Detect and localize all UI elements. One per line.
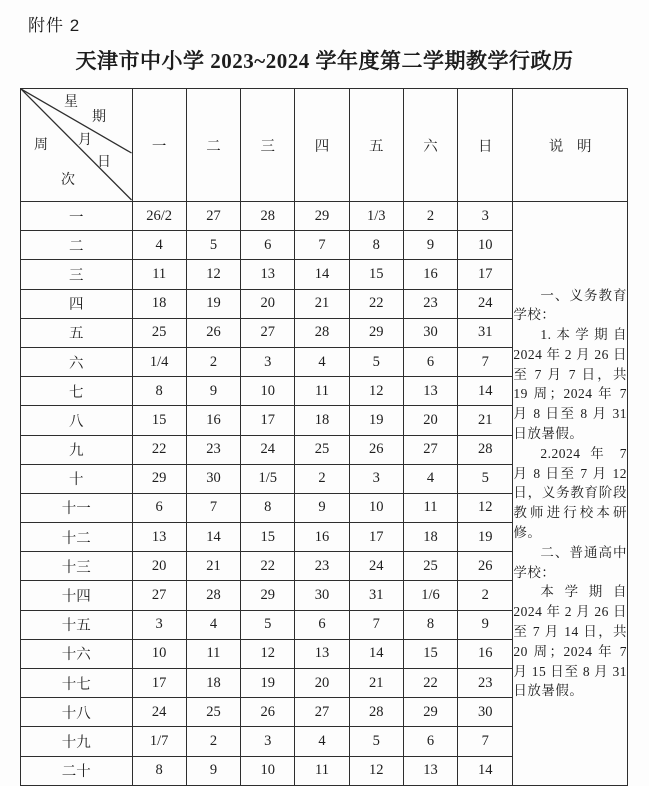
day-cell: 4 — [295, 727, 349, 756]
day-cell: 5 — [458, 464, 513, 493]
day-header-tue: 二 — [186, 89, 240, 202]
week-number-cell: 十二 — [21, 523, 133, 552]
day-cell: 19 — [458, 523, 513, 552]
note-paragraph: 二、普通高中学校： — [513, 544, 627, 580]
calendar-body — [21, 202, 628, 786]
day-cell: 30 — [295, 581, 349, 610]
day-cell: 25 — [295, 435, 349, 464]
day-cell: 9 — [295, 493, 349, 522]
day-cell: 22 — [241, 552, 295, 581]
corner-cell — [21, 89, 133, 202]
day-cell: 5 — [349, 347, 403, 376]
day-cell: 24 — [241, 435, 295, 464]
day-cell: 15 — [132, 406, 186, 435]
day-cell: 1/7 — [132, 727, 186, 756]
day-cell: 20 — [403, 406, 457, 435]
day-cell: 11 — [295, 377, 349, 406]
day-header-mon: 一 — [132, 89, 186, 202]
day-cell: 5 — [241, 610, 295, 639]
day-cell: 27 — [295, 698, 349, 727]
day-cell: 6 — [241, 231, 295, 260]
day-cell: 21 — [349, 669, 403, 698]
day-cell: 8 — [132, 377, 186, 406]
day-cell: 7 — [295, 231, 349, 260]
day-cell: 21 — [186, 552, 240, 581]
note-paragraph: 一、义务教育学校： — [513, 287, 627, 323]
day-cell: 17 — [241, 406, 295, 435]
day-cell: 27 — [241, 318, 295, 347]
day-cell: 6 — [403, 727, 457, 756]
day-header-sat: 六 — [403, 89, 457, 202]
day-cell: 24 — [132, 698, 186, 727]
day-cell: 16 — [295, 523, 349, 552]
day-cell: 13 — [295, 639, 349, 668]
week-number-cell: 二 — [21, 231, 133, 260]
day-cell: 23 — [458, 669, 513, 698]
day-cell: 2 — [458, 581, 513, 610]
day-cell: 7 — [458, 727, 513, 756]
day-cell: 11 — [295, 756, 349, 785]
day-cell: 2 — [186, 727, 240, 756]
week-number-cell: 十一 — [21, 493, 133, 522]
day-cell: 12 — [349, 377, 403, 406]
day-cell: 12 — [241, 639, 295, 668]
day-cell: 18 — [403, 523, 457, 552]
week-number-cell: 十九 — [21, 727, 133, 756]
day-cell: 1/6 — [403, 581, 457, 610]
day-cell: 6 — [132, 493, 186, 522]
day-cell: 29 — [349, 318, 403, 347]
day-cell: 1/4 — [132, 347, 186, 376]
day-cell: 6 — [403, 347, 457, 376]
day-cell: 20 — [295, 669, 349, 698]
day-header-thu: 四 — [295, 89, 349, 202]
day-cell: 29 — [295, 202, 349, 231]
day-cell: 10 — [132, 639, 186, 668]
calendar-table — [20, 88, 628, 786]
page-title: 天津市中小学 2023~2024 学年度第二学期教学行政历 — [75, 49, 574, 73]
day-cell: 28 — [349, 698, 403, 727]
day-cell: 9 — [186, 756, 240, 785]
day-cell: 30 — [458, 698, 513, 727]
note-cell — [513, 202, 628, 786]
week-number-cell: 十五 — [21, 610, 133, 639]
day-cell: 25 — [186, 698, 240, 727]
day-cell: 11 — [403, 493, 457, 522]
day-cell: 26 — [241, 698, 295, 727]
day-cell: 12 — [349, 756, 403, 785]
corner-week-char-2: 期 — [92, 110, 106, 125]
week-number-cell: 一 — [21, 202, 133, 231]
day-cell: 15 — [349, 260, 403, 289]
week-number-cell: 十 — [21, 464, 133, 493]
day-cell: 26 — [186, 318, 240, 347]
note-paragraph: 1.本学期自 2024 年 2 月 26 日至 7 月 7 日，共 19 周；2024 年 7 月 8 日至 8 月 31 日放暑假。 — [513, 327, 627, 442]
day-cell: 20 — [241, 289, 295, 318]
day-cell: 19 — [349, 406, 403, 435]
day-cell: 17 — [458, 260, 513, 289]
week-number-cell: 十三 — [21, 552, 133, 581]
day-cell: 10 — [241, 377, 295, 406]
day-cell: 4 — [403, 464, 457, 493]
day-cell: 22 — [403, 669, 457, 698]
week-number-cell: 七 — [21, 377, 133, 406]
table-row — [21, 202, 628, 231]
day-cell: 21 — [458, 406, 513, 435]
note-header: 说 明 — [513, 89, 628, 202]
week-number-cell: 九 — [21, 435, 133, 464]
day-cell: 17 — [349, 523, 403, 552]
day-cell: 9 — [403, 231, 457, 260]
day-cell: 15 — [241, 523, 295, 552]
week-number-cell: 三 — [21, 260, 133, 289]
week-number-cell: 十七 — [21, 669, 133, 698]
day-cell: 1/3 — [349, 202, 403, 231]
week-number-cell: 十八 — [21, 698, 133, 727]
day-cell: 19 — [186, 289, 240, 318]
day-cell: 9 — [186, 377, 240, 406]
day-cell: 29 — [241, 581, 295, 610]
day-cell: 28 — [241, 202, 295, 231]
day-cell: 16 — [458, 639, 513, 668]
day-cell: 8 — [241, 493, 295, 522]
day-header-sun: 日 — [458, 89, 513, 202]
day-cell: 5 — [349, 727, 403, 756]
week-number-cell: 十六 — [21, 639, 133, 668]
day-cell: 27 — [403, 435, 457, 464]
day-cell: 22 — [349, 289, 403, 318]
day-cell: 5 — [186, 231, 240, 260]
day-cell: 25 — [132, 318, 186, 347]
day-cell: 10 — [241, 756, 295, 785]
day-cell: 14 — [186, 523, 240, 552]
day-cell: 28 — [186, 581, 240, 610]
day-cell: 23 — [295, 552, 349, 581]
day-cell: 3 — [241, 347, 295, 376]
day-cell: 19 — [241, 669, 295, 698]
day-cell: 6 — [295, 610, 349, 639]
day-cell: 28 — [458, 435, 513, 464]
day-cell: 3 — [349, 464, 403, 493]
day-cell: 31 — [458, 318, 513, 347]
day-cell: 26 — [349, 435, 403, 464]
day-cell: 27 — [132, 581, 186, 610]
week-number-cell: 二十 — [21, 756, 133, 785]
day-cell: 1/5 — [241, 464, 295, 493]
day-cell: 14 — [349, 639, 403, 668]
day-cell: 3 — [458, 202, 513, 231]
day-cell: 13 — [241, 260, 295, 289]
day-cell: 4 — [186, 610, 240, 639]
day-cell: 13 — [403, 756, 457, 785]
day-header-wed: 三 — [241, 89, 295, 202]
day-cell: 18 — [186, 669, 240, 698]
day-cell: 16 — [186, 406, 240, 435]
note-paragraph: 本学期自 2024 年 2 月 26 日至 7 月 14 日，共 20 周；2024 年 7 月 15 日至 8 月 31 日放暑假。 — [513, 584, 627, 699]
day-cell: 22 — [132, 435, 186, 464]
day-cell: 26 — [458, 552, 513, 581]
day-cell: 7 — [458, 347, 513, 376]
day-cell: 24 — [458, 289, 513, 318]
day-cell: 10 — [349, 493, 403, 522]
corner-week-char-1: 星 — [64, 95, 78, 110]
day-cell: 2 — [186, 347, 240, 376]
day-cell: 9 — [458, 610, 513, 639]
day-cell: 8 — [132, 756, 186, 785]
day-cell: 3 — [132, 610, 186, 639]
day-cell: 11 — [132, 260, 186, 289]
day-cell: 31 — [349, 581, 403, 610]
day-cell: 30 — [403, 318, 457, 347]
week-number-cell: 十四 — [21, 581, 133, 610]
day-cell: 2 — [295, 464, 349, 493]
day-cell: 15 — [403, 639, 457, 668]
day-cell: 20 — [132, 552, 186, 581]
day-cell: 25 — [403, 552, 457, 581]
day-cell: 29 — [403, 698, 457, 727]
day-cell: 10 — [458, 231, 513, 260]
day-cell: 18 — [132, 289, 186, 318]
day-cell: 3 — [241, 727, 295, 756]
day-cell: 14 — [295, 260, 349, 289]
corner-weeknum-char-2: 次 — [61, 173, 75, 188]
corner-date-char-1: 月 — [78, 133, 92, 148]
day-cell: 2 — [403, 202, 457, 231]
day-cell: 4 — [132, 231, 186, 260]
day-cell: 17 — [132, 669, 186, 698]
day-cell: 18 — [295, 406, 349, 435]
week-number-cell: 四 — [21, 289, 133, 318]
day-header-fri: 五 — [349, 89, 403, 202]
day-cell: 12 — [458, 493, 513, 522]
week-number-cell: 五 — [21, 318, 133, 347]
header-row — [21, 89, 628, 202]
day-cell: 16 — [403, 260, 457, 289]
day-cell: 8 — [403, 610, 457, 639]
week-number-cell: 八 — [21, 406, 133, 435]
day-cell: 7 — [349, 610, 403, 639]
week-number-cell: 六 — [21, 347, 133, 376]
day-cell: 28 — [295, 318, 349, 347]
day-cell: 7 — [186, 493, 240, 522]
day-cell: 14 — [458, 756, 513, 785]
day-cell: 12 — [186, 260, 240, 289]
note-paragraph: 2.2024 年 7 月 8 日至 7 月 12 日，义务教育阶段教师进行校本研修。 — [513, 445, 627, 541]
day-cell: 21 — [295, 289, 349, 318]
day-cell: 24 — [349, 552, 403, 581]
day-cell: 11 — [186, 639, 240, 668]
corner-weeknum-char-1: 周 — [34, 138, 48, 153]
day-cell: 13 — [403, 377, 457, 406]
day-cell: 29 — [132, 464, 186, 493]
corner-date-char-2: 日 — [97, 155, 111, 170]
day-cell: 23 — [403, 289, 457, 318]
day-cell: 14 — [458, 377, 513, 406]
day-cell: 30 — [186, 464, 240, 493]
day-cell: 4 — [295, 347, 349, 376]
day-cell: 13 — [132, 523, 186, 552]
day-cell: 8 — [349, 231, 403, 260]
day-cell: 26/2 — [132, 202, 186, 231]
day-cell: 27 — [186, 202, 240, 231]
day-cell: 23 — [186, 435, 240, 464]
attachment-label: 附件 2 — [28, 16, 81, 35]
